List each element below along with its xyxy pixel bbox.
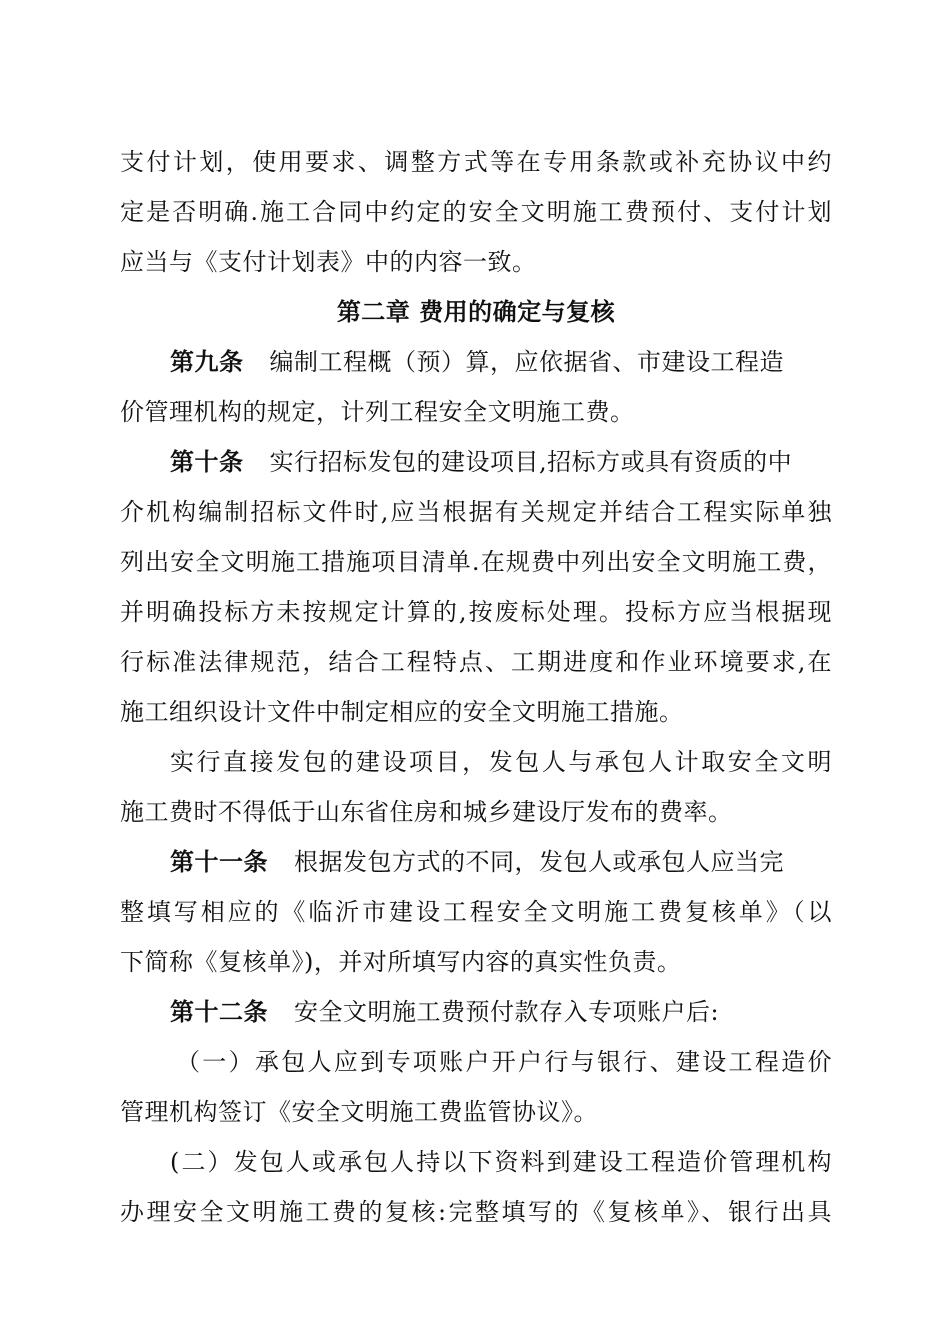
paragraph-line: (二）发包人或承包人持以下资料到建设工程造价管理机构 (170, 1148, 832, 1176)
paragraph-line: 列出安全文明施工措施项目清单.在规费中列出安全文明施工费， (120, 548, 832, 576)
paragraph-line: 下简称《复核单》)，并对所填写内容的真实性负责。 (120, 948, 682, 976)
paragraph-line: 施工费时不得低于山东省住房和城乡建设厅发布的费率。 (120, 798, 733, 826)
paragraph-line: 并明确投标方未按规定计算的,按废标处理。投标方应当根据现 (120, 598, 832, 626)
article-12-first-line (120, 987, 832, 1037)
article-11-label: 第十一条 (170, 848, 268, 876)
chapter-title: 第二章 费用的确定与复核 (336, 298, 616, 326)
article-11-text: 根据发包方式的不同，发包人或承包人应当完 (294, 848, 784, 876)
paragraph-line: 定是否明确.施工合同中约定的安全文明施工费预付、支付计划 (120, 198, 832, 226)
paragraph-line: 价管理机构的规定，计列工程安全文明施工费。 (120, 398, 635, 426)
article-9-text: 编制工程概（预）算，应依据省、市建设工程造 (269, 348, 784, 376)
paragraph-line: 办理安全文明施工费的复核:完整填写的《复核单》、银行出具 (120, 1198, 832, 1226)
paragraph-line: 行标准法律规范，结合工程特点、工期进度和作业环境要求,在 (120, 648, 832, 676)
article-9-label: 第九条 (170, 348, 244, 376)
paragraph-line: 支付计划，使用要求、调整方式等在专用条款或补充协议中约 (120, 148, 832, 176)
paragraph-line: 整填写相应的《临沂市建设工程安全文明施工费复核单》（以 (120, 898, 832, 926)
document-body (120, 137, 832, 1237)
article-12-text: 安全文明施工费预付款存入专项账户后: (294, 998, 720, 1026)
paragraph-line: 管理机构签订《安全文明施工费监管协议》。 (120, 1098, 598, 1126)
article-10-text: 实行招标发包的建设项目,招标方或具有资质的中 (269, 448, 793, 476)
article-9-first-line (120, 337, 832, 387)
paragraph-line: 施工组织设计文件中制定相应的安全文明施工措施。 (120, 698, 684, 726)
paragraph-line: 实行直接发包的建设项目，发包人与承包人计取安全文明 (170, 748, 832, 776)
paragraph-line: （一）承包人应到专项账户开户行与银行、建设工程造价 (176, 1048, 832, 1076)
article-12-label: 第十二条 (170, 998, 268, 1026)
paragraph-line: 介机构编制招标文件时,应当根据有关规定并结合工程实际单独 (120, 498, 832, 526)
article-10-first-line (120, 437, 832, 487)
article-10-label: 第十条 (170, 448, 244, 476)
paragraph-line: 应当与《支付计划表》中的内容一致。 (120, 248, 537, 276)
article-11-first-line (120, 837, 832, 887)
